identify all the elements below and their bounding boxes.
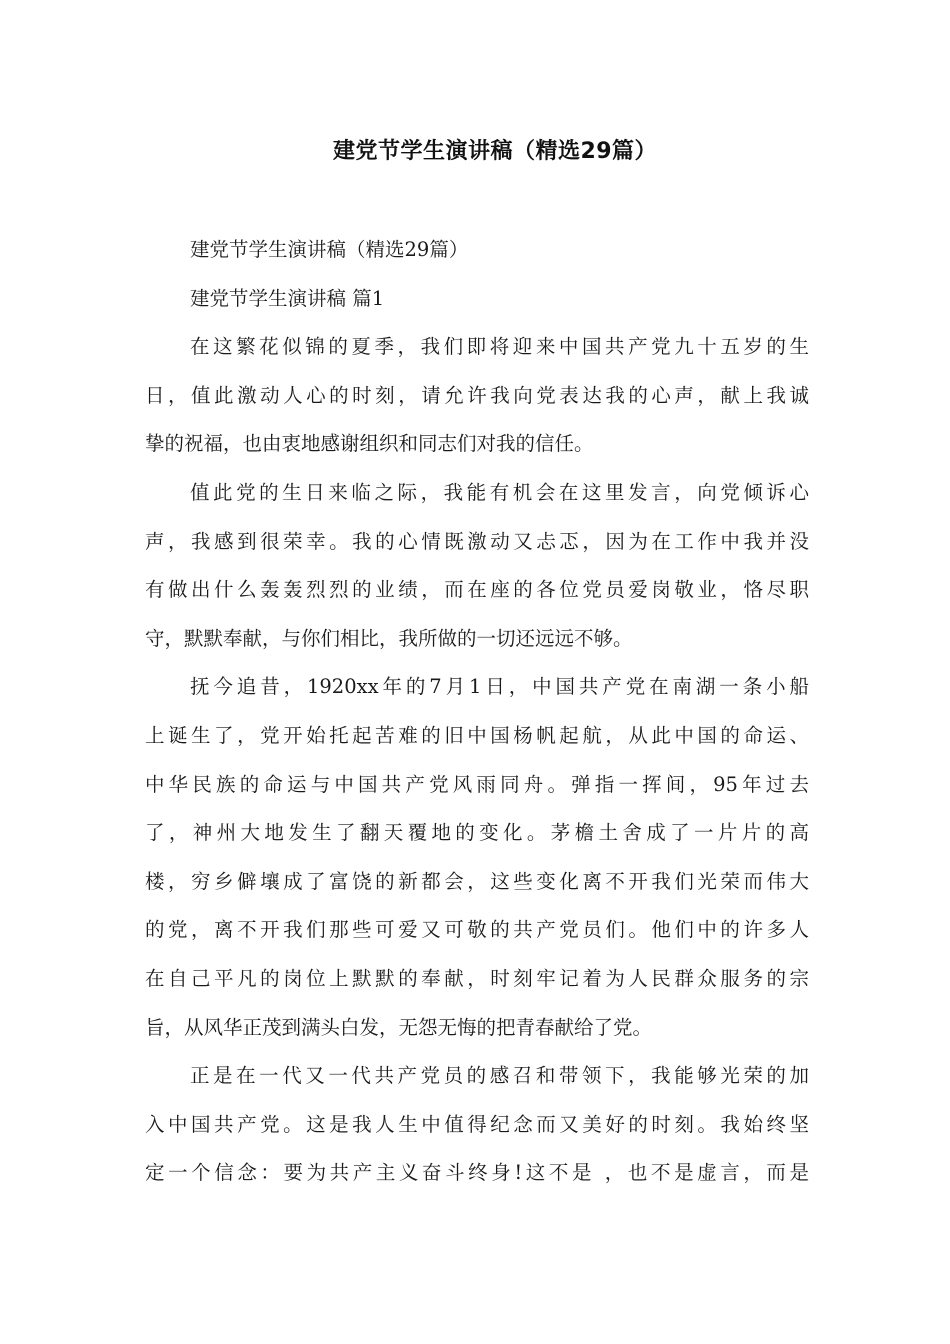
document-title: 建党节学生演讲稿（精选29篇）: [332, 139, 658, 164]
text-line: 建党节学生演讲稿（精选29篇）: [190, 238, 469, 261]
text-line: 上诞生了，党开始托起苦难的旧中国杨帆起航，从此中国的命运、: [145, 723, 809, 747]
text-line: 在这繁花似锦的夏季，我们即将迎来中国共产党九十五岁的生: [190, 335, 809, 359]
text-line: 建党节学生演讲稿 篇1: [190, 286, 385, 310]
text-line: 楼，穷乡僻壤成了富饶的新都会，这些变化离不开我们光荣而伟大: [145, 869, 809, 893]
text-line: 值此党的生日来临之际，我能有机会在这里发言，向党倾诉心: [190, 480, 809, 504]
text-line: 定一个信念：要为共产主义奋斗终身!这不是 ，也不是虚言，而是: [145, 1161, 809, 1185]
text-line: 中华民族的命运与中国共产党风雨同舟。弹指一挥间，95年过去: [145, 772, 809, 796]
text-line: 了，神州大地发生了翻天覆地的变化。茅檐土舍成了一片片的高: [145, 821, 809, 845]
text-line: 入中国共产党。这是我人生中值得纪念而又美好的时刻。我始终坚: [145, 1112, 809, 1136]
text-line: 有做出什么轰轰烈烈的业绩，而在座的各位党员爱岗敬业，恪尽职: [145, 578, 809, 602]
text-line: 的党，离不开我们那些可爱又可敬的共产党员们。他们中的许多人: [145, 918, 809, 942]
text-line: 正是在一代又一代共产党员的感召和带领下，我能够光荣的加: [190, 1064, 809, 1088]
document-body: [145, 226, 809, 1198]
text-line: 旨，从风华正茂到满头白发，无怨无悔的把青春献给了党。: [145, 1015, 653, 1039]
text-line: 在自己平凡的岗位上默默的奉献，时刻牢记着为人民群众服务的宗: [145, 966, 809, 990]
text-line: 守，默默奉献，与你们相比，我所做的一切还远远不够。: [145, 626, 633, 650]
text-line: 挚的祝福，也由衷地感谢组织和同志们对我的信任。: [145, 432, 594, 456]
text-line: 日，值此激动人心的时刻，请允许我向党表达我的心声，献上我诚: [145, 383, 809, 407]
text-line: 抚今追昔，1920xx年的7月1日，中国共产党在南湖一条小船: [190, 675, 809, 699]
text-line: 声，我感到很荣幸。我的心情既激动又忐忑，因为在工作中我并没: [145, 529, 809, 553]
